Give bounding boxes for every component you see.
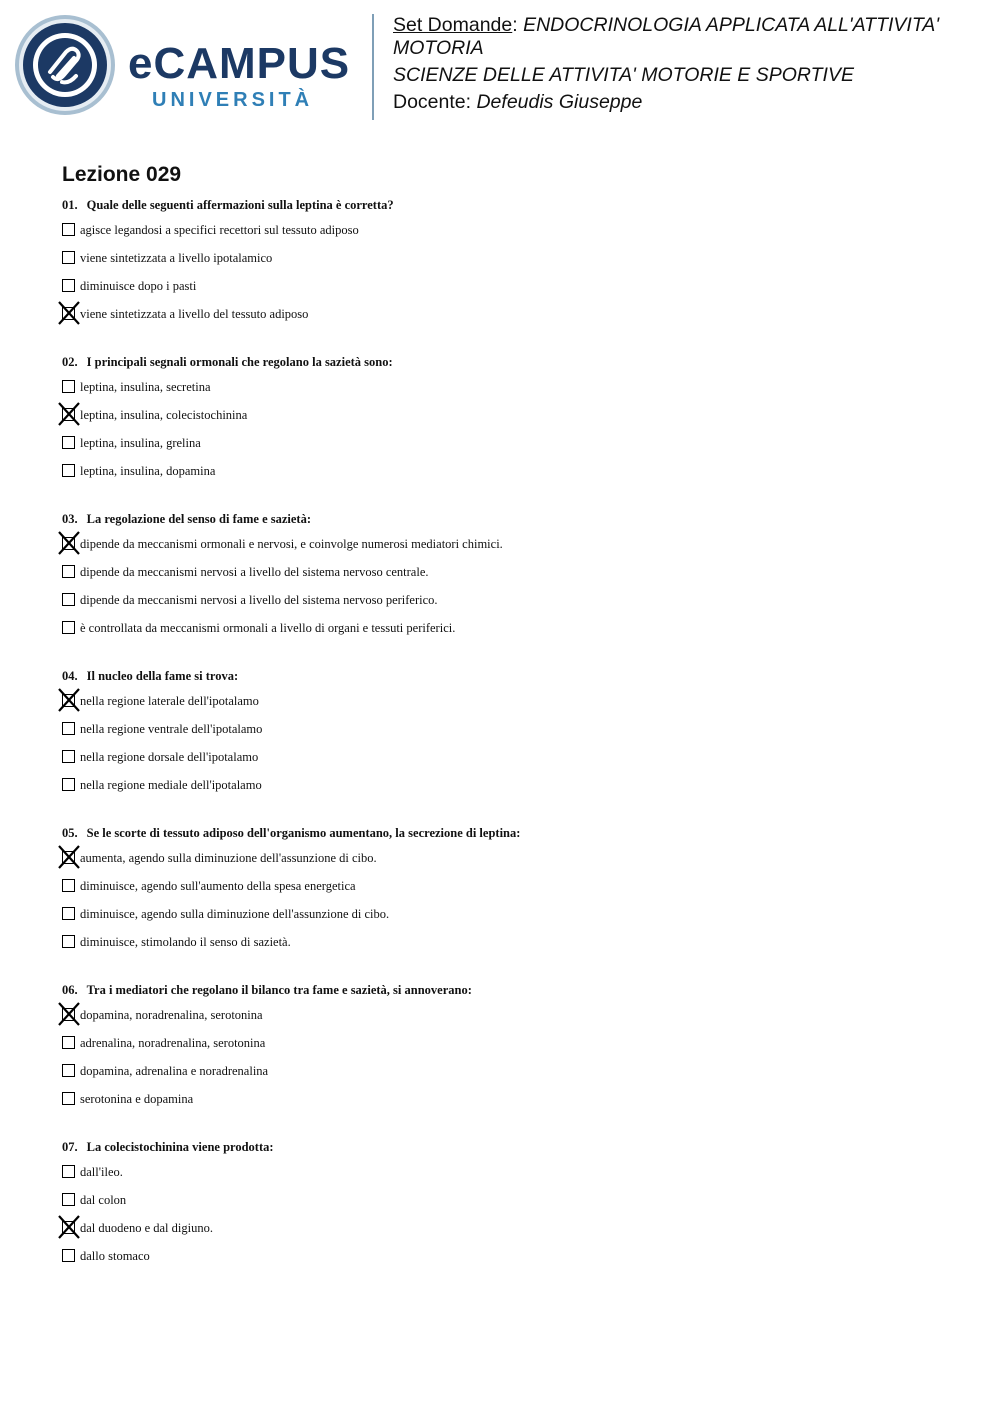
question-number: 02. (62, 355, 78, 369)
question-06 (62, 981, 962, 1119)
question-04 (62, 667, 962, 805)
question-text (62, 667, 962, 685)
question-05 (62, 824, 962, 962)
set-label: Set Domande (393, 14, 513, 36)
checkbox[interactable] (62, 778, 75, 791)
option-text: dal colon (80, 1193, 127, 1207)
option-text: nella regione ventrale dell'ipotalamo (80, 722, 263, 736)
option-text: agisce legandosi a specifici recettori sul tessuto adiposo (80, 223, 359, 237)
question-label: La regolazione del senso di fame e sazietà: (86, 512, 312, 526)
answer-option[interactable] (62, 1192, 962, 1220)
teacher-name: Defeudis Giuseppe (476, 91, 643, 113)
selected-cross-mark-icon (57, 844, 81, 870)
answer-option[interactable] (62, 1248, 962, 1276)
teacher-label: Docente: (393, 91, 477, 113)
brand-subtitle: UNIVERSITÀ (152, 89, 314, 111)
option-text: diminuisce, stimolando il senso di sazietà. (80, 935, 291, 949)
checkbox[interactable] (62, 621, 75, 634)
answer-option[interactable] (62, 564, 962, 592)
answer-option[interactable] (62, 693, 962, 721)
question-number: 06. (62, 983, 78, 997)
checkbox[interactable] (62, 436, 75, 449)
answer-option[interactable] (62, 1063, 962, 1091)
brand-wordmark (128, 40, 356, 114)
option-text: viene sintetizzata a livello ipotalamico (80, 251, 273, 265)
question-text (62, 353, 962, 371)
question-number: 04. (62, 669, 78, 683)
option-text: nella regione mediale dell'ipotalamo (80, 778, 262, 792)
answer-option[interactable] (62, 721, 962, 749)
option-text: leptina, insulina, dopamina (80, 464, 216, 478)
answer-option[interactable] (62, 1007, 962, 1035)
checkbox[interactable] (62, 223, 75, 236)
question-label: Quale delle seguenti affermazioni sulla leptina è corretta? (86, 198, 394, 212)
question-number: 01. (62, 198, 78, 212)
question-number: 05. (62, 826, 78, 840)
option-text: leptina, insulina, colecistochinina (80, 408, 248, 422)
question-07 (62, 1138, 962, 1276)
lesson-title: Lezione 029 (62, 163, 182, 186)
option-text: leptina, insulina, grelina (80, 436, 201, 450)
question-number: 07. (62, 1140, 78, 1154)
checkbox[interactable] (62, 593, 75, 606)
question-text (62, 824, 962, 842)
checkbox[interactable] (62, 1092, 75, 1105)
checkbox[interactable] (62, 279, 75, 292)
answer-option[interactable] (62, 222, 962, 250)
question-text (62, 1138, 962, 1156)
option-text: dallo stomaco (80, 1249, 150, 1263)
degree-name: SCIENZE DELLE ATTIVITA' MOTORIE E SPORTIVE (393, 64, 854, 86)
answer-option[interactable] (62, 536, 962, 564)
answer-options (62, 693, 962, 805)
option-text: dopamina, adrenalina e noradrenalina (80, 1064, 269, 1078)
set-separator: : (512, 14, 524, 36)
question-text (62, 510, 962, 528)
answer-options (62, 1164, 962, 1276)
option-text: aumenta, agendo sulla diminuzione dell'assunzione di cibo. (80, 851, 377, 865)
checkbox[interactable] (62, 1165, 75, 1178)
selected-cross-mark-icon (57, 530, 81, 556)
option-text: serotonina e dopamina (80, 1092, 194, 1106)
answer-options (62, 379, 962, 491)
checkbox[interactable] (62, 1064, 75, 1077)
checkbox[interactable] (62, 879, 75, 892)
option-text: diminuisce dopo i pasti (80, 279, 197, 293)
question-text (62, 981, 962, 999)
option-text: dal duodeno e dal digiuno. (80, 1221, 213, 1235)
option-text: dall'ileo. (80, 1165, 123, 1179)
question-label: Il nucleo della fame si trova: (86, 669, 239, 683)
checkbox[interactable] (62, 1036, 75, 1049)
question-01 (62, 196, 962, 334)
option-text: nella regione dorsale dell'ipotalamo (80, 750, 259, 764)
answer-option[interactable] (62, 1091, 962, 1119)
checkbox[interactable] (62, 380, 75, 393)
answer-option[interactable] (62, 435, 962, 463)
course-title-row (393, 14, 983, 60)
selected-cross-mark-icon (57, 300, 81, 326)
option-text: diminuisce, agendo sull'aumento della spesa energetica (80, 879, 356, 893)
answer-options (62, 536, 962, 648)
answer-option[interactable] (62, 878, 962, 906)
question-label: La colecistochinina viene prodotta: (86, 1140, 274, 1154)
answer-options (62, 222, 962, 334)
question-label: I principali segnali ormonali che regolano la sazietà sono: (86, 355, 393, 369)
question-text (62, 196, 962, 214)
selected-cross-mark-icon (57, 687, 81, 713)
answer-option[interactable] (62, 1164, 962, 1192)
course-info (393, 14, 983, 114)
option-text: dipende da meccanismi nervosi a livello del sistema nervoso periferico. (80, 593, 438, 607)
answer-option[interactable] (62, 278, 962, 306)
answer-option[interactable] (62, 250, 962, 278)
page-header (0, 0, 1000, 130)
option-text: è controllata da meccanismi ormonali a livello di organi e tessuti periferici. (80, 621, 456, 635)
checkbox[interactable] (62, 1193, 75, 1206)
question-list (62, 196, 962, 1295)
brand-name: eCAMPUS (128, 39, 351, 88)
answer-option[interactable] (62, 1220, 962, 1248)
option-text: adrenalina, noradrenalina, serotonina (80, 1036, 266, 1050)
answer-option[interactable] (62, 906, 962, 934)
option-text: nella regione laterale dell'ipotalamo (80, 694, 259, 708)
header-divider (372, 14, 374, 120)
answer-option[interactable] (62, 407, 962, 435)
teacher-row (393, 91, 983, 114)
course-title: ENDOCRINOLOGIA APPLICATA ALL'ATTIVITA' MOTORIA (393, 14, 940, 59)
answer-options (62, 1007, 962, 1119)
question-03 (62, 510, 962, 648)
option-text: diminuisce, agendo sulla diminuzione dell'assunzione di cibo. (80, 907, 390, 921)
answer-options (62, 850, 962, 962)
answer-option[interactable] (62, 379, 962, 407)
answer-option[interactable] (62, 777, 962, 805)
checkbox[interactable] (62, 251, 75, 264)
selected-cross-mark-icon (57, 1214, 81, 1240)
answer-option[interactable] (62, 620, 962, 648)
option-text: dipende da meccanismi nervosi a livello del sistema nervoso centrale. (80, 565, 429, 579)
option-text: leptina, insulina, secretina (80, 380, 211, 394)
checkbox[interactable] (62, 935, 75, 948)
answer-option[interactable] (62, 850, 962, 878)
answer-option[interactable] (62, 749, 962, 777)
answer-option[interactable] (62, 592, 962, 620)
checkbox[interactable] (62, 722, 75, 735)
selected-cross-mark-icon (57, 1001, 81, 1027)
answer-option[interactable] (62, 463, 962, 491)
question-label: Se le scorte di tessuto adiposo dell'organismo aumentano, la secrezione di leptina: (86, 826, 521, 840)
option-text: viene sintetizzata a livello del tessuto adiposo (80, 307, 309, 321)
question-number: 03. (62, 512, 78, 526)
option-text: dopamina, noradrenalina, serotonina (80, 1008, 263, 1022)
option-text: dipende da meccanismi ormonali e nervosi, e coinvolge numerosi mediatori chimici. (80, 537, 503, 551)
answer-option[interactable] (62, 934, 962, 962)
answer-option[interactable] (62, 306, 962, 334)
selected-cross-mark-icon (57, 401, 81, 427)
checkbox[interactable] (62, 750, 75, 763)
checkbox[interactable] (62, 464, 75, 477)
checkbox[interactable] (62, 907, 75, 920)
question-label: Tra i mediatori che regolano il bilanco tra fame e sazietà, si annoverano: (86, 983, 472, 997)
checkbox[interactable] (62, 1249, 75, 1262)
checkbox[interactable] (62, 565, 75, 578)
university-seal-logo (14, 14, 116, 116)
answer-option[interactable] (62, 1035, 962, 1063)
question-02 (62, 353, 962, 491)
